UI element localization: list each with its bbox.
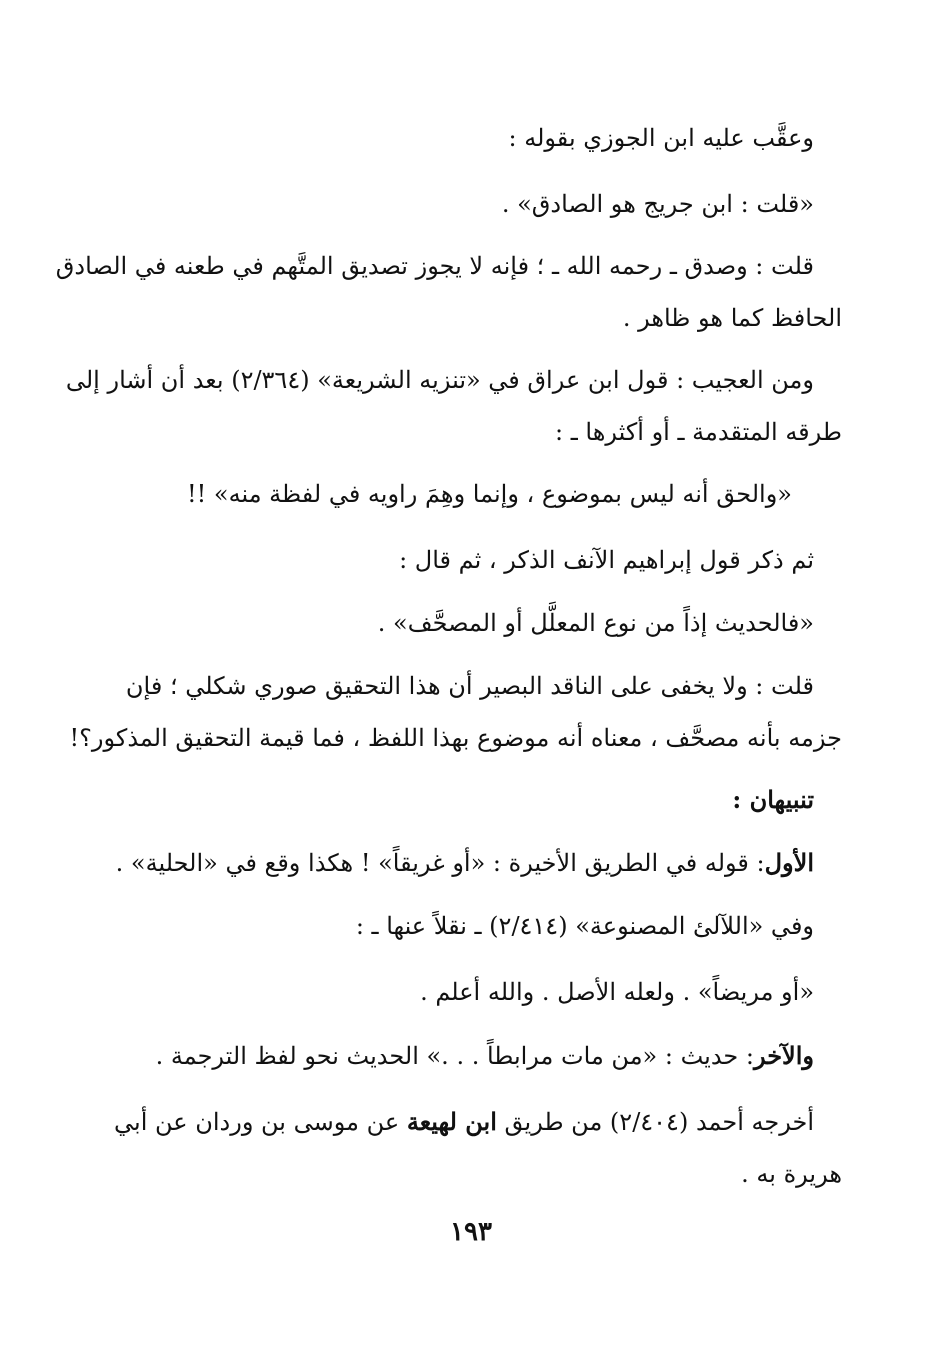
text-line — [100, 974, 814, 1010]
line-text: «والحق أنه ليس بموضوع ، وإنما وهِمَ راويه في لفظة منه» !! — [186, 480, 792, 508]
text-line — [100, 186, 814, 222]
line-text: ثم ذكر قول إبراهيم الآنف الذكر ، ثم قال : — [399, 546, 814, 574]
line-text: «فالحديث إذاً من نوع المعلَّل أو المصحَّف» . — [377, 609, 814, 637]
text-line — [100, 414, 842, 450]
line-lead-bold: الأول — [764, 848, 814, 877]
text-line — [69, 720, 842, 756]
text-line — [100, 668, 814, 704]
text-line — [100, 1104, 814, 1140]
line-text: هريرة به . — [741, 1160, 842, 1188]
text-line — [100, 605, 814, 641]
line-text: وفي «اللآلئ المصنوعة» (٢/٤١٤) ـ نقلاً عنها ـ : — [355, 912, 814, 940]
line-text: قلت : ولا يخفى على الناقد البصير أن هذا التحقيق صوري شكلي ؛ فإن — [125, 672, 814, 700]
page-number: ١٩٣ — [450, 1217, 492, 1247]
line-text: أخرجه أحمد (٢/٤٠٤) من طريق — [496, 1108, 814, 1136]
line-text: «أو مريضاً» . ولعله الأصل . والله أعلم . — [420, 978, 814, 1006]
text-line — [100, 1156, 842, 1192]
line-text: «قلت : ابن جريج هو الصادق» . — [501, 190, 814, 218]
line-text: عن موسى بن وردان عن أبي — [114, 1108, 407, 1136]
text-line — [100, 845, 814, 881]
section-heading — [100, 782, 814, 818]
line-lead-bold: والآخر — [753, 1041, 814, 1070]
line-text: : قوله في الطريق الأخيرة : «أو غريقاً» ! هكذا وقع في «الحلية» . — [115, 849, 765, 877]
text-line — [65, 362, 814, 398]
line-text: وعقَّب عليه ابن الجوزي بقوله : — [508, 124, 814, 152]
line-text: الحافظ كما هو ظاهر . — [622, 304, 842, 332]
line-text: : حديث : «من مات مرابطاً . . .» الحديث نحو لفظ الترجمة . — [155, 1042, 754, 1070]
text-line — [100, 542, 814, 578]
line-text: قلت : وصدق ـ رحمه الله ـ ؛ فإنه لا يجوز تصديق المتَّهم في طعنه في الصادق — [55, 252, 814, 280]
text-line — [100, 1038, 814, 1074]
text-line — [100, 908, 814, 944]
text-line — [100, 476, 792, 512]
text-line — [100, 120, 814, 156]
text-line — [55, 248, 814, 284]
line-text: ومن العجيب : قول ابن عراق في «تنزيه الشريعة» (٢/٣٦٤) بعد أن أشار إلى — [65, 366, 814, 394]
line-text: جزمه بأنه مصحَّف ، معناه أنه موضوع بهذا اللفظ ، فما قيمة التحقيق المذكور؟! — [69, 724, 842, 752]
heading-text: تنبيهان : — [732, 785, 814, 814]
text-line — [100, 300, 842, 336]
line-inline-bold: ابن لهيعة — [406, 1107, 497, 1136]
line-text: طرقه المتقدمة ـ أو أكثرها ـ : — [555, 418, 842, 446]
